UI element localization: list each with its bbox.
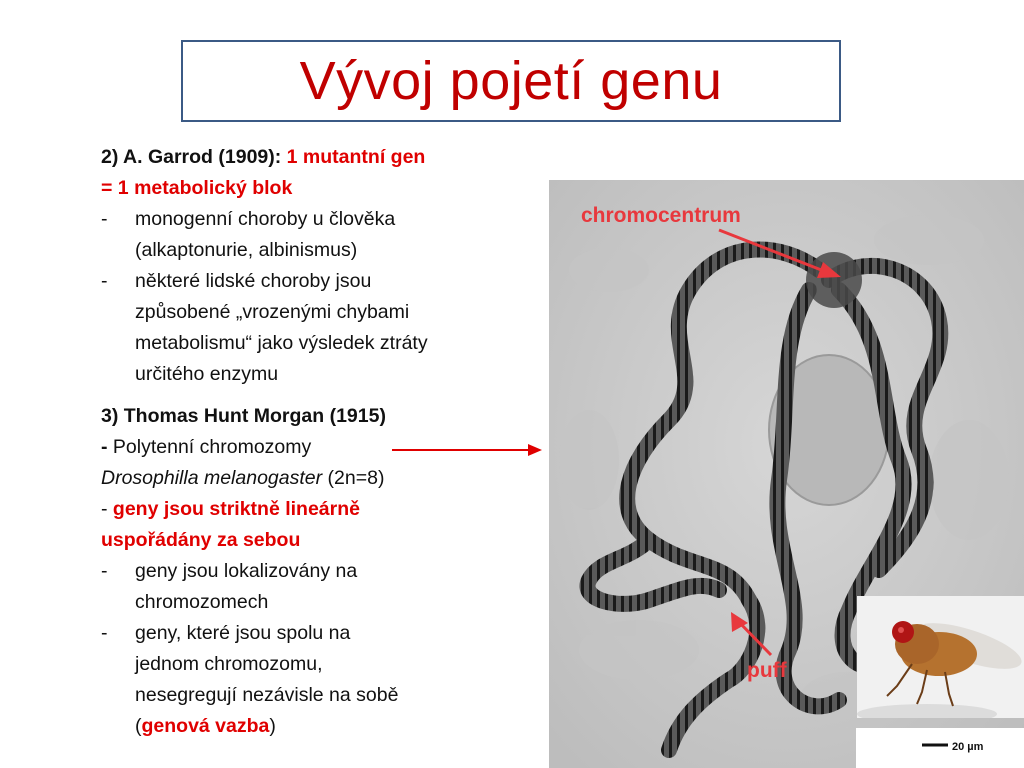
scale-bar-label: 20 µm (952, 741, 984, 753)
garrod-heading-red-2: = 1 metabolický blok (101, 177, 293, 199)
title-box (181, 40, 841, 122)
morgan-bullet-2-line3: nesegregují nezávisle na sobě (135, 684, 399, 706)
morgan-bullet-2-line4: (genová vazba) (135, 715, 276, 737)
morgan-line1: - Polytenní chromozomy (101, 436, 312, 458)
garrod-heading-red-1: 1 mutantní gen (286, 146, 426, 168)
garrod-bullet-1: - monogenní choroby u člověka (alkaptonurie, albinismus) (101, 204, 541, 266)
garrod-bullet-2-line4: určitého enzymu (135, 363, 279, 385)
morgan-line4: uspořádány za sebou (101, 529, 301, 551)
slide-title: Vývoj pojetí genu (299, 51, 723, 111)
garrod-heading (101, 142, 541, 173)
morgan-bullet-2: - geny, které jsou spolu na jednom chromozomu, nesegregují nezávisle na sobě (genová vazba) (101, 618, 541, 742)
morgan-bullet-2-line2: jednom chromozomu, (135, 653, 323, 675)
garrod-bullet-2-line2: způsobené „vrozenými chybami (135, 301, 410, 323)
garrod-bullet-2-line3: metabolismu“ jako výsledek ztráty (135, 332, 428, 354)
arrow-right-icon (392, 440, 544, 460)
morgan-bullet-1: - geny jsou lokalizovány na chromozomech (101, 556, 541, 618)
garrod-heading-line2 (101, 173, 541, 204)
morgan-line2: Drosophilla melanogaster (2n=8) (101, 467, 385, 489)
garrod-bullet-2: - některé lidské choroby jsou způsobené „vrozenými chybami metabolismu“ jako výsledek ztráty určitého enzymu (101, 266, 541, 390)
morgan-bullet-1-line1: geny jsou lokalizovány na (135, 560, 358, 582)
garrod-bullet-1-line2: (alkaptonurie, albinismus) (135, 239, 358, 261)
garrod-bullet-1-line1: monogenní choroby u člověka (135, 208, 396, 230)
puff-label: puff (747, 659, 787, 682)
morgan-bullet-2-line1: geny, které jsou spolu na (135, 622, 351, 644)
morgan-bullet-1-line2: chromozomech (135, 591, 269, 613)
drosophila-photo (857, 596, 1024, 718)
morgan-line3: - geny jsou striktně lineárně (101, 498, 360, 520)
chromocentrum-label: chromocentrum (581, 204, 741, 227)
scale-bar (856, 728, 1024, 768)
garrod-heading-black: 2) A. Garrod (1909): (101, 146, 287, 168)
section-garrod (101, 142, 541, 390)
morgan-heading: 3) Thomas Hunt Morgan (1915) (101, 405, 386, 427)
garrod-bullet-2-line1: některé lidské choroby jsou (135, 270, 372, 292)
